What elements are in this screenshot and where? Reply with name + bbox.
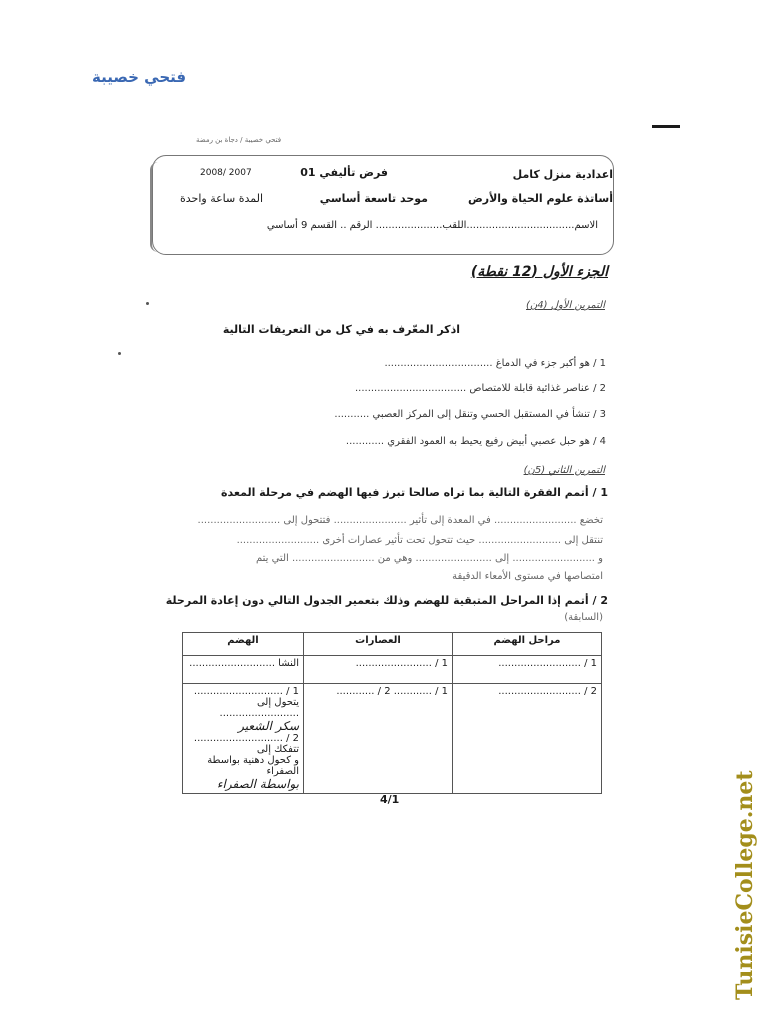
part-title: الجزء الأول (12 نقطة) [470,264,608,280]
scan-speck [146,302,149,305]
list-item: 3 / تنشأ في المستقبل الحسي وتنقل إلى المركز العصبي ........... [334,409,606,420]
breadcrumb: فتحي خصيبة / دجاة بن رمضة [196,136,282,144]
exercise-2-title: التمرين الثاني (5ن) [523,465,605,476]
school-name: اعدادية منزل كامل [512,168,613,181]
student-info-line: الاسم..................................اللقب..................... الرقم .. القسم 9 أساسي [266,220,598,231]
handwritten-answer: سكر الشعير [238,719,299,733]
table-cell [183,684,304,794]
watermark-text: TunisieCollege.net [732,770,758,1000]
site-watermark [732,770,762,1000]
list-item: 1 / هو أكبر جزء في الدماغ .................................. [384,358,606,369]
table-cell: النشا ........................... [183,656,304,684]
decorative-dash [652,125,680,128]
exercise-2-question-1: 1 / أتمم الفقرة التالية بما تراه صالحا تبرز فيها الهضم في مرحلة المعدة [221,486,608,499]
table-cell: 1 / .......................... [453,656,602,684]
duration: المدة ساعة واحدة [180,192,264,205]
table-cell-line: 2 / ............................ تتفكك إلى [193,733,299,755]
test-name: فرض تأليفي 01 [300,166,388,179]
list-item: 2 / عناصر غذائية قابلة للامتصاص ................................... [354,383,606,394]
list-item: 4 / هو حبل عصبي أبيض رفيع يحيط به العمود الفقري ............ [345,436,606,447]
class-level: موحد تاسعة أساسي [319,192,428,205]
teacher-label: أساتذة علوم الحياة والأرض [467,192,613,205]
column-header: مراحل الهضم [453,633,602,656]
table-header-row [183,633,602,656]
exercise-2-question-2: 2 / أتمم إذا المراحل المتبقية للهضم وذلك بتعمير الجدول التالي دون إعادة المرحلة [165,594,608,607]
question-2-note: (السابقة) [564,612,603,623]
fill-line: امتصاصها في مستوى الأمعاء الدقيقة [452,571,603,582]
column-header: الهضم [183,633,304,656]
table-cell-line: و كحول دهنية بواسطة الصفراء [207,755,299,777]
scroll-curl-decoration [150,162,168,252]
school-year: 2008/ 2007 [200,168,252,178]
table-row [183,684,602,794]
fill-line: تخضع .......................... في المعدة إلى تأثير ....................... فتتحول إلى .......................... [197,515,603,526]
table-cell-line: 1 / ............................ يتحول إلى ......................... [193,686,299,719]
fill-line: و .......................... إلى ........................ وهي من .......................... التي يتم [255,553,603,564]
table-row [183,656,602,684]
table-cell: 2 / .......................... [453,684,602,794]
column-header: العصارات [304,633,453,656]
table-cell: 1 / ........................ [304,656,453,684]
fill-line: تنتقل إلى .......................... حيث تتحول تحت تأثير عصارات أخرى .......................... [236,535,603,546]
digestion-table [182,632,602,794]
scan-speck [118,352,121,355]
exercise-1-title: التمرين الأول (4ن) [526,300,605,311]
exercise-1-instruction: اذكر المعّرف به في كل من التعريفات التالية [222,323,460,336]
page-number: 4/1 [380,793,400,806]
author-title: فتحي خصيبة [92,68,187,86]
handwritten-answer: بواسطة الصفراء [216,777,299,791]
table-cell: 1 / ............ 2 / ............ [304,684,453,794]
